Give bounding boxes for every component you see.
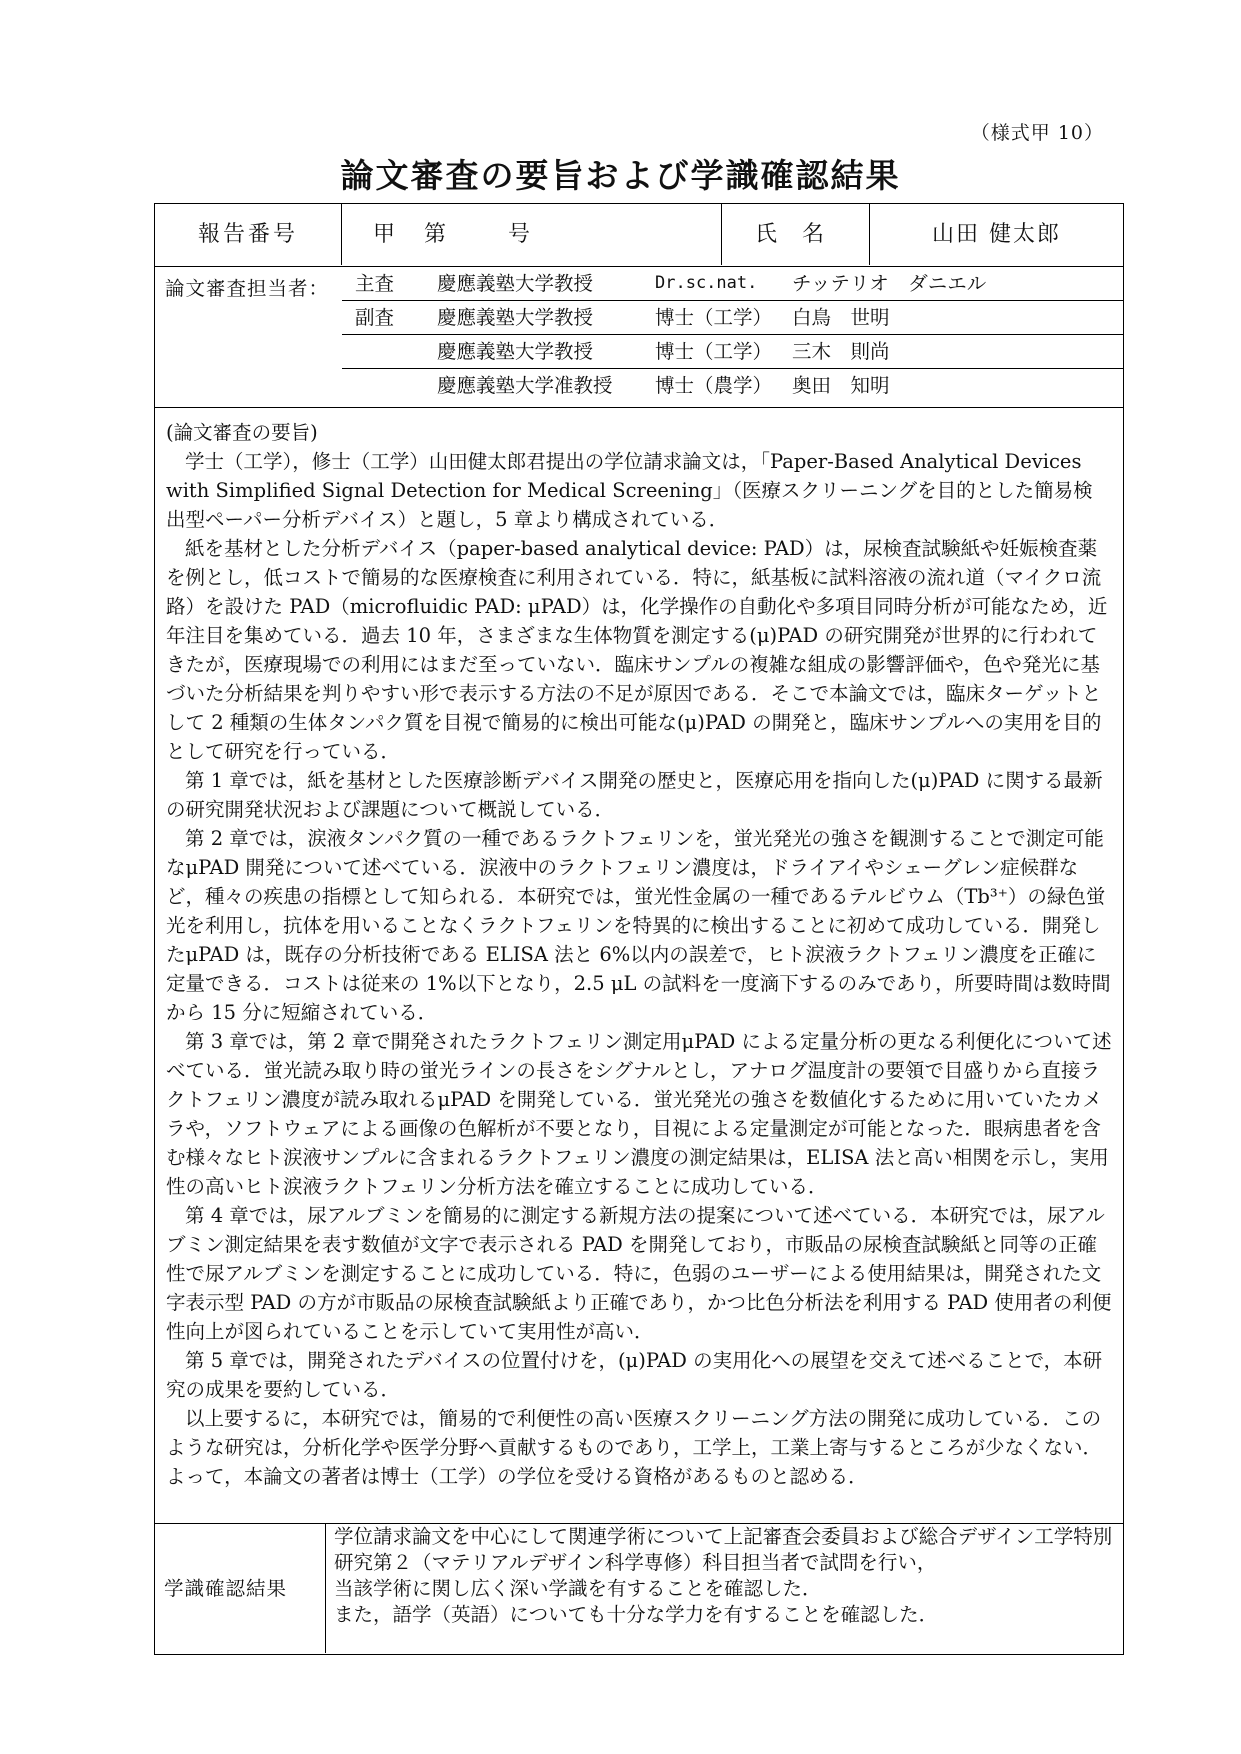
examiner-row bbox=[342, 301, 1123, 335]
name-label-1: 氏 bbox=[755, 222, 778, 247]
summary-paragraph: 第 4 章では，尿アルブミンを簡易的に測定する新規方法の提案について述べている．本研究では，尿アルブミン測定結果を表す数値が文字で表示される PAD を開発しており，市販品の尿検査試験紙と同等の正確性で尿アルブミンを測定することに成功している．特に，色弱のユーザーによる使用結果は，開発された文字表示型 PAD の方が市販品の尿検査試験紙より正確であり，かつ比色分析法を利用する PAD 使用者の利便性向上が図られていることを示していて実用性が高い． bbox=[166, 1204, 1112, 1343]
examiners-section bbox=[155, 267, 1123, 408]
examiner-row bbox=[342, 369, 1123, 403]
examiner-name: チッテリオ ダニエル bbox=[792, 272, 987, 295]
examiner-role: 主査 bbox=[355, 272, 395, 295]
confirmation-line: 学位請求論文を中心にして関連学術について上記審査会委員および総合デザイン工学特別研究第２（マテリアルデザイン科学専修）科目担当者で試問を行い， bbox=[334, 1525, 1113, 1574]
summary-heading: (論文審査の要旨) bbox=[166, 421, 318, 444]
report-number-cell bbox=[342, 204, 722, 265]
summary-paragraph: 紙を基材とした分析デバイス（paper-based analytical device: PAD）は，尿検査試験紙や妊娠検査薬を例とし，低コストで簡易的な医療検査に利用されている．特に，紙基板に試料溶液の流れ道（マイクロ流路）を設けた PAD（microfluidic PAD: μPAD）は，化学操作の自動化や多項目同時分析が可能なため，近年注目を集めている．過去 10 年，さまざまな生体物質を測定する(μ)PAD の研究開発が世界的に行われてきたが，医療現場での利用にはまだ至っていない．臨床サンプルの複雑な組成の影響評価や，色や発光に基づいた分析結果を判りやすい形で表示する方法の不足が原因である．そこで本論文では，臨床ターゲットとして 2 種類の生体タンパク質を目視で簡易的に検出可能な(μ)PAD の開発と，臨床サンプルへの実用を目的として研究を行っている． bbox=[166, 537, 1108, 763]
examiner-degree: Dr.sc.nat. bbox=[655, 273, 758, 293]
confirmation-label: 学識確認結果 bbox=[155, 1524, 326, 1653]
examiner-affiliation: 慶應義塾大学教授 bbox=[437, 340, 594, 363]
examiner-affiliation: 慶應義塾大学教授 bbox=[437, 306, 594, 329]
candidate-name: 山田 健太郎 bbox=[932, 222, 1061, 247]
summary-paragraph: 第 1 章では，紙を基材とした医療診断デバイス開発の歴史と，医療応用を指向した(μ)PAD に関する最新の研究開発状況および課題について概説している． bbox=[166, 769, 1103, 821]
summary-paragraph: 第 3 章では，第 2 章で開発されたラクトフェリン測定用μPAD による定量分析の更なる利便化について述べている．蛍光読み取り時の蛍光ラインの長さをシグナルとし，アナログ温度計の要領で目盛りから直接ラクトフェリン濃度が読み取れるμPAD を開発している．蛍光発光の強さを数値化するために用いていたカメラや，ソフトウェアによる画像の色解析が不要となり，目視による定量測定が可能となった．眼病患者を含む様々なヒト涙液サンプルに含まれるラクトフェリン濃度の測定結果は，ELISA 法と高い相関を示し，実用性の高いヒト涙液ラクトフェリン分析方法を確立することに成功している． bbox=[166, 1030, 1112, 1198]
report-number-go: 号 bbox=[508, 222, 531, 247]
name-label-cell bbox=[722, 204, 870, 265]
report-number-dai: 第 bbox=[424, 222, 447, 247]
summary-paragraph: 第 2 章では，涙液タンパク質の一種であるラクトフェリンを，蛍光発光の強さを観測することで測定可能なμPAD 開発について述べている．涙液中のラクトフェリン濃度は，ドライアイやシェーグレン症候群など，種々の疾患の指標として知られる．本研究では，蛍光性金属の一種であるテルビウム（Tb³⁺）の緑色蛍光を利用し，抗体を用いることなくラクトフェリンを特異的に検出することに初めて成功している．開発したμPAD は，既存の分析技術である ELISA 法と 6%以内の誤差で，ヒト涙液ラクトフェリン濃度を正確に定量できる．コストは従来の 1%以下となり，2.5 μL の試料を一度滴下するのみであり，所要時間は数時間から 15 分に短縮されている． bbox=[166, 827, 1111, 1024]
examiner-degree: 博士（工学） bbox=[655, 306, 773, 329]
examiner-row bbox=[342, 335, 1123, 369]
examiner-affiliation: 慶應義塾大学准教授 bbox=[437, 374, 613, 397]
confirmation-section bbox=[155, 1523, 1123, 1654]
report-number-row bbox=[155, 204, 1123, 267]
examiners-heading: 論文審査担当者： bbox=[165, 277, 330, 300]
summary-paragraph: 以上要するに，本研究では，簡易的で利便性の高い医療スクリーニング方法の開発に成功している．このような研究は，分析化学や医学分野へ貢献するものであり，工学上，工業上寄与するところが少なくない．よって，本論文の著者は博士（工学）の学位を受ける資格があるものと認める． bbox=[166, 1407, 1103, 1488]
confirmation-text bbox=[326, 1524, 1123, 1628]
review-summary bbox=[155, 414, 1123, 1522]
examiner-name: 三木 則尚 bbox=[792, 340, 890, 363]
summary-paragraph: 第 5 章では，開発されたデバイスの位置付けを，(μ)PAD の実用化への展望を交えて述べることで，本研究の成果を要約している． bbox=[166, 1349, 1103, 1401]
report-number-prefix: 甲 bbox=[373, 222, 396, 247]
examiner-affiliation: 慶應義塾大学教授 bbox=[437, 272, 594, 295]
document-title: 論文審査の要旨および学識確認結果 bbox=[340, 156, 901, 195]
examiner-row bbox=[342, 267, 1123, 301]
examiner-degree: 博士（農学） bbox=[655, 374, 773, 397]
review-form-table bbox=[154, 203, 1124, 1655]
examiner-degree: 博士（工学） bbox=[655, 340, 773, 363]
examiner-name: 奥田 知明 bbox=[792, 374, 890, 397]
confirmation-line: 当該学術に関し広く深い学識を有することを確認した． bbox=[334, 1577, 822, 1600]
form-code: （様式甲 10） bbox=[970, 122, 1104, 144]
confirmation-line: また，語学（英語）についても十分な学力を有することを確認した． bbox=[334, 1603, 939, 1626]
summary-paragraph: 学士（工学），修士（工学）山田健太郎君提出の学位請求論文は，「Paper-Based Analytical Devices with Simplified Signal Detection for Medical Screening」（医療スクリーニングを目的とした簡易検出型ペーパー分析デバイス）と題し，5 章より構成されている． bbox=[166, 450, 1093, 531]
examiner-name: 白鳥 世明 bbox=[792, 306, 890, 329]
examiner-role: 副査 bbox=[355, 306, 395, 329]
report-number-label: 報告番号 bbox=[155, 204, 342, 265]
name-label-2: 名 bbox=[802, 222, 825, 247]
